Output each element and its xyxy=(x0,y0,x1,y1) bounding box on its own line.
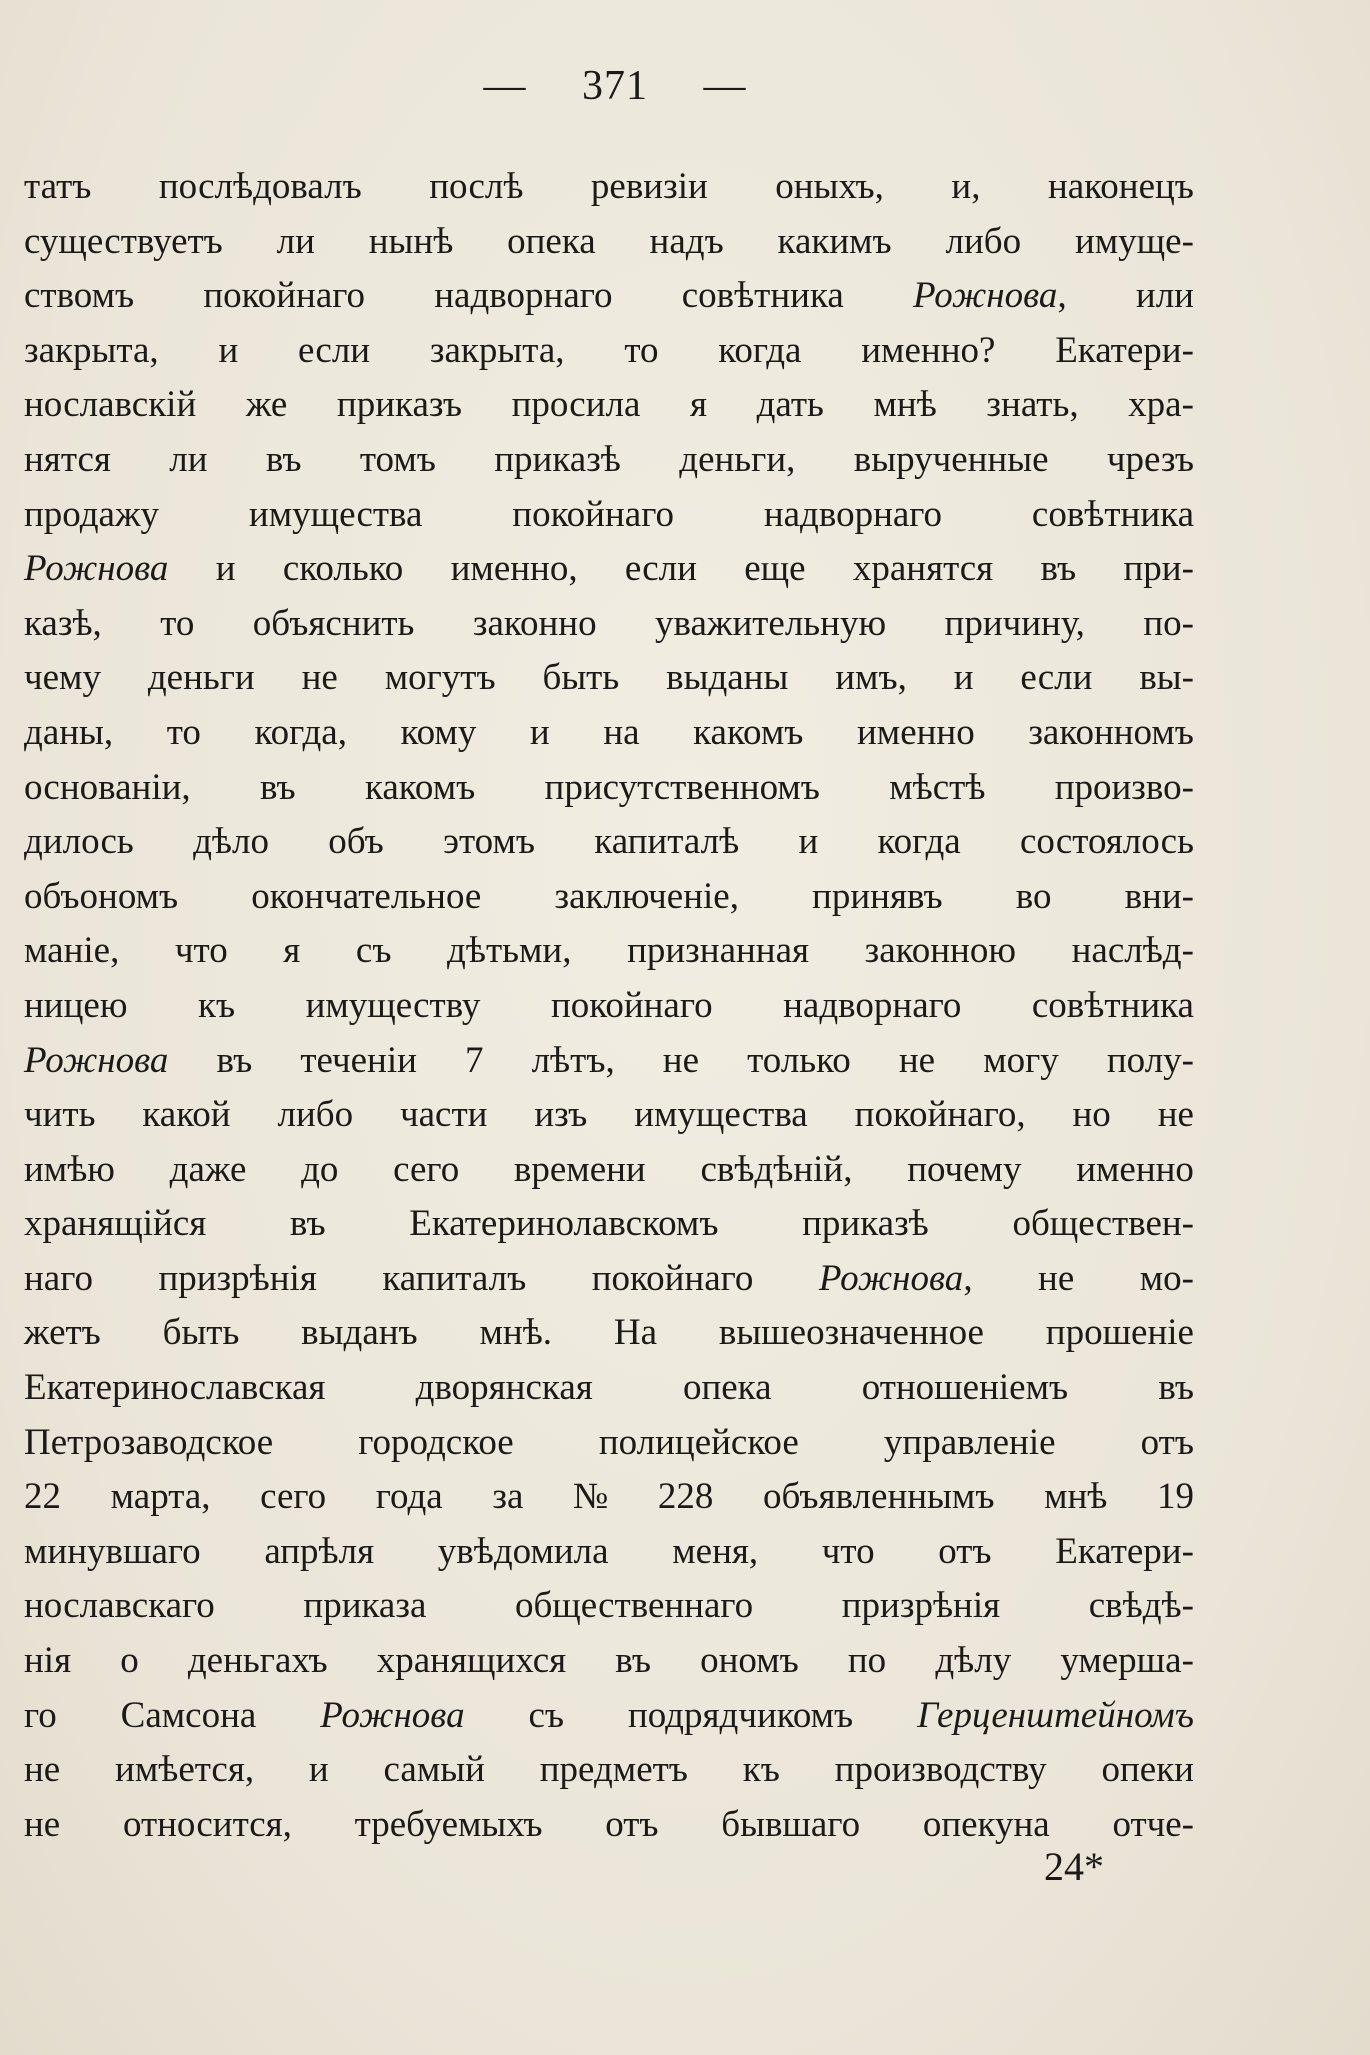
text-line xyxy=(24,924,1194,979)
word: въ xyxy=(216,1039,253,1081)
text-line xyxy=(24,1306,1194,1361)
word: ницею xyxy=(24,984,128,1026)
word: за xyxy=(492,1476,524,1518)
word: именно xyxy=(856,711,975,753)
word: что xyxy=(821,1530,875,1572)
word: опеки xyxy=(1101,1749,1194,1791)
word: управленіе xyxy=(883,1421,1056,1463)
text-line xyxy=(24,1088,1194,1143)
word: въ xyxy=(1040,548,1077,590)
word: Екатеринославская xyxy=(24,1367,326,1409)
word: знать, xyxy=(986,384,1079,426)
word: объяснить xyxy=(252,602,415,644)
word: надворнаго xyxy=(434,275,613,317)
word: въ xyxy=(259,766,296,808)
word: дворянская xyxy=(415,1367,593,1409)
word: во xyxy=(1015,875,1052,917)
text-line xyxy=(24,761,1194,816)
text-line xyxy=(24,488,1194,543)
text-line xyxy=(24,433,1194,488)
word: деньги, xyxy=(679,438,796,480)
word: Петрозаводское xyxy=(24,1421,274,1463)
word: приказѣ xyxy=(802,1203,929,1245)
word: ли xyxy=(276,220,315,262)
word: я xyxy=(283,930,301,972)
word: самый xyxy=(383,1749,485,1791)
word: заключеніе, xyxy=(554,875,739,917)
word: сего xyxy=(393,1148,460,1190)
italic-name: Герценштейномъ xyxy=(917,1694,1194,1736)
word: вырученные xyxy=(853,438,1049,480)
text-line xyxy=(24,706,1194,761)
word: какомъ xyxy=(364,766,476,808)
word: опека xyxy=(682,1367,772,1409)
word: имущества xyxy=(634,1094,808,1136)
word: до xyxy=(301,1148,339,1190)
word: принявъ xyxy=(812,875,943,917)
word: какомъ xyxy=(693,711,804,753)
word: послѣдовалъ xyxy=(158,166,362,207)
word: деньгахъ xyxy=(187,1640,328,1682)
word: когда xyxy=(718,329,802,371)
italic-name: Рожнова xyxy=(913,275,1058,317)
word: не xyxy=(1157,1094,1194,1136)
word: требуемыхъ xyxy=(354,1803,543,1845)
word: апрѣля xyxy=(264,1530,375,1572)
word: Рожнова, xyxy=(913,269,1067,324)
word: о xyxy=(120,1640,139,1682)
word: приказа xyxy=(303,1585,427,1627)
word: № xyxy=(572,1476,609,1518)
word: ствомъ xyxy=(24,275,135,317)
word: деньги xyxy=(147,657,255,699)
word: закрыта, xyxy=(429,329,565,371)
word: Екатери- xyxy=(1055,329,1194,371)
word: надъ xyxy=(649,220,724,262)
word: нославскій xyxy=(24,384,197,426)
word: призрѣнія xyxy=(841,1585,1001,1627)
word: оныхъ, xyxy=(775,166,884,207)
word: что xyxy=(174,930,228,972)
word: законномъ xyxy=(1028,711,1194,753)
word: жетъ xyxy=(24,1312,101,1354)
word: но xyxy=(1072,1094,1111,1136)
word: опека xyxy=(507,220,596,262)
text-line xyxy=(24,870,1194,925)
word: совѣтника xyxy=(681,275,844,317)
word: хранящійся xyxy=(24,1203,207,1245)
word: могутъ xyxy=(384,657,496,699)
word: присутственномъ xyxy=(544,766,820,808)
word: наго xyxy=(24,1257,93,1299)
word: я xyxy=(689,384,708,426)
word: именно? xyxy=(861,329,996,371)
word: могу xyxy=(983,1039,1059,1081)
word: въ xyxy=(1158,1367,1194,1409)
word: объявленнымъ xyxy=(763,1476,995,1518)
word: 22 xyxy=(24,1476,61,1518)
italic-name: Рожнова xyxy=(24,548,169,590)
word: въ xyxy=(289,1203,326,1245)
header-dash-left: — xyxy=(483,63,527,109)
page-header xyxy=(0,62,1230,110)
word: не xyxy=(24,1803,61,1845)
word: и, xyxy=(951,166,981,207)
text-line xyxy=(24,597,1194,652)
text-line xyxy=(24,1798,1194,1853)
word: прошеніе xyxy=(1045,1312,1194,1354)
word: то xyxy=(160,602,195,644)
text-line xyxy=(24,269,1194,324)
word: предметъ xyxy=(539,1749,688,1791)
word: дѣлу xyxy=(935,1640,1012,1682)
word: марта, xyxy=(110,1476,211,1518)
word: 228 xyxy=(657,1476,714,1518)
word: имѣю xyxy=(24,1148,115,1190)
word: отъ xyxy=(605,1803,659,1845)
word: закрыта, xyxy=(24,329,159,371)
text-line xyxy=(24,1634,1194,1689)
word: не xyxy=(662,1039,700,1081)
word: то xyxy=(166,711,201,753)
word: только xyxy=(747,1039,851,1081)
word: 19 xyxy=(1156,1476,1194,1518)
text-line xyxy=(24,542,1194,597)
word: минувшаго xyxy=(24,1530,201,1572)
word: части xyxy=(400,1094,488,1136)
text-line xyxy=(24,215,1194,270)
word: теченіи xyxy=(300,1039,417,1081)
word: къ xyxy=(742,1749,780,1791)
word: быть xyxy=(542,657,620,699)
word: если xyxy=(298,329,371,371)
text-line xyxy=(24,1743,1194,1798)
word: либо xyxy=(277,1094,354,1136)
word: обществен- xyxy=(1012,1203,1194,1245)
word: кому xyxy=(400,711,477,753)
text-line xyxy=(24,651,1194,706)
word: именно xyxy=(1076,1148,1194,1190)
word: просила xyxy=(511,384,641,426)
word: имущества xyxy=(248,493,423,535)
word: нятся xyxy=(24,438,111,480)
word: не xyxy=(898,1039,936,1081)
word: дилось xyxy=(24,821,134,863)
word: даже xyxy=(169,1148,247,1190)
word: наконецъ xyxy=(1047,166,1194,207)
word: отъ xyxy=(938,1530,992,1572)
word: На xyxy=(613,1312,658,1354)
word: даны, xyxy=(24,711,114,753)
word: и xyxy=(218,329,239,371)
word: хра- xyxy=(1128,384,1194,426)
text-line xyxy=(24,1143,1194,1198)
word: покойнаго, xyxy=(854,1094,1026,1136)
word: ли xyxy=(169,438,208,480)
word: лѣтъ, xyxy=(531,1039,615,1081)
word: вышеозначенное xyxy=(718,1312,984,1354)
word: производству xyxy=(834,1749,1047,1791)
page-number: 371 xyxy=(582,63,648,109)
word: сколько xyxy=(282,548,404,590)
text-line xyxy=(24,1470,1194,1525)
word: отъ xyxy=(1140,1421,1194,1463)
word: не xyxy=(301,657,338,699)
word: чрезъ xyxy=(1106,438,1194,480)
word: основаніи, xyxy=(24,766,191,808)
word: законною xyxy=(864,930,1017,972)
word: наслѣд- xyxy=(1071,930,1194,972)
word: Екатеринолавскомъ xyxy=(409,1203,719,1245)
word: покойнаго xyxy=(550,984,713,1026)
word: дѣло xyxy=(193,821,269,863)
text-line xyxy=(24,1197,1194,1252)
word: и xyxy=(529,711,550,753)
word: когда, xyxy=(254,711,347,753)
text-line xyxy=(24,1689,1194,1744)
word: вни- xyxy=(1124,875,1194,917)
word: ревизіи xyxy=(590,166,708,207)
text-line xyxy=(24,324,1194,379)
word: и xyxy=(798,821,819,863)
word: времени xyxy=(513,1148,646,1190)
word: мнѣ xyxy=(873,384,937,426)
italic-name: Рожнова xyxy=(24,1039,169,1081)
word: въ xyxy=(615,1640,651,1682)
word: къ xyxy=(197,984,236,1026)
word: капиталъ xyxy=(382,1257,527,1299)
word: выданъ xyxy=(301,1312,418,1354)
word: при- xyxy=(1123,548,1194,590)
word xyxy=(917,1689,1194,1744)
word: полу- xyxy=(1106,1039,1194,1081)
word: если xyxy=(1020,657,1093,699)
word: мнѣ. xyxy=(479,1312,553,1354)
word: на xyxy=(603,711,640,753)
word: дѣтьми, xyxy=(447,930,572,972)
word: отношеніемъ xyxy=(861,1367,1069,1409)
word: если xyxy=(624,548,697,590)
word: городское xyxy=(358,1421,514,1463)
word: быть xyxy=(162,1312,240,1354)
word: и xyxy=(215,548,236,590)
word: когда xyxy=(877,821,961,863)
word: мнѣ xyxy=(1044,1476,1108,1518)
word: уважительную xyxy=(654,602,887,644)
word: призрѣнія xyxy=(158,1257,317,1299)
word: татъ xyxy=(24,166,92,207)
word: увѣдомила xyxy=(437,1530,609,1572)
word: мо- xyxy=(1139,1257,1194,1299)
word: нославскаго xyxy=(24,1585,215,1627)
word: дать xyxy=(756,384,824,426)
word: полицейское xyxy=(598,1421,799,1463)
word xyxy=(320,1689,464,1744)
word: и xyxy=(308,1749,329,1791)
word: меня, xyxy=(672,1530,759,1572)
word: относится, xyxy=(122,1803,292,1845)
word: вы- xyxy=(1139,657,1194,699)
word: не xyxy=(24,1749,61,1791)
word: сего xyxy=(260,1476,327,1518)
word xyxy=(24,1034,168,1089)
text-line xyxy=(24,1416,1194,1471)
word: чить xyxy=(24,1094,96,1136)
word: же xyxy=(245,384,288,426)
word: въ xyxy=(265,438,302,480)
text-line xyxy=(24,378,1194,433)
word: хранящихся xyxy=(376,1640,567,1682)
word: какимъ xyxy=(777,220,892,262)
word: послѣ xyxy=(429,166,524,207)
word: признанная xyxy=(627,930,810,972)
word: общественнаго xyxy=(514,1585,754,1627)
word: этомъ xyxy=(443,821,535,863)
italic-name: Рожнова xyxy=(320,1694,465,1736)
word: свѣдѣ- xyxy=(1088,1585,1194,1627)
word: съ xyxy=(355,930,392,972)
word: отче- xyxy=(1112,1803,1194,1845)
word: умерша- xyxy=(1060,1640,1194,1682)
word: мѣстѣ xyxy=(889,766,986,808)
word: покойнаго xyxy=(591,1257,754,1299)
word: законно xyxy=(472,602,597,644)
word: го xyxy=(24,1694,57,1736)
text-line xyxy=(24,1034,1194,1089)
text-line xyxy=(24,1252,1194,1307)
word: казѣ, xyxy=(24,602,102,644)
word: имуществу xyxy=(305,984,481,1026)
word: Самсона xyxy=(120,1694,257,1736)
word: или xyxy=(1135,275,1194,317)
word: чему xyxy=(24,657,101,699)
word: покойнаго xyxy=(203,275,366,317)
text-line xyxy=(24,1361,1194,1416)
word: объономъ xyxy=(24,875,179,917)
word: нія xyxy=(24,1640,72,1682)
signature-mark: 24* xyxy=(1044,1844,1104,1889)
word: хранятся xyxy=(852,548,994,590)
word: томъ xyxy=(359,438,436,480)
word: совѣтника xyxy=(1031,493,1194,535)
word: съ xyxy=(528,1694,565,1736)
word: произво- xyxy=(1054,766,1194,808)
word: продажу xyxy=(24,493,160,535)
text-line xyxy=(24,160,1194,215)
word: изъ xyxy=(534,1094,588,1136)
word: именно, xyxy=(450,548,578,590)
word: причину, xyxy=(944,602,1085,644)
word: совѣтника xyxy=(1031,984,1194,1026)
word xyxy=(24,542,168,597)
word: свѣдѣній, xyxy=(700,1148,853,1190)
word: покойнаго xyxy=(512,493,674,535)
text-line xyxy=(24,1579,1194,1634)
word: то xyxy=(624,329,659,371)
word: окончательное xyxy=(251,875,482,917)
word: маніе, xyxy=(24,930,120,972)
word: 7 xyxy=(465,1039,484,1081)
word: имуще- xyxy=(1074,220,1194,262)
word: выданы xyxy=(666,657,789,699)
text-line xyxy=(24,815,1194,870)
header-dash-right: — xyxy=(703,63,747,109)
word: либо xyxy=(945,220,1022,262)
word: имѣется, xyxy=(115,1749,255,1791)
word: опекуна xyxy=(922,1803,1050,1845)
word: какой xyxy=(142,1094,231,1136)
word: состоялось xyxy=(1020,821,1194,863)
word: ономъ xyxy=(700,1640,799,1682)
word: почему xyxy=(907,1148,1022,1190)
word: не xyxy=(1038,1257,1075,1299)
word: Рожнова, xyxy=(819,1252,973,1307)
word: еще xyxy=(744,548,806,590)
word: имъ, xyxy=(835,657,907,699)
body-text xyxy=(24,160,1194,1852)
word: приказъ xyxy=(336,384,462,426)
word: и xyxy=(953,657,974,699)
word: существуетъ xyxy=(24,220,223,262)
word: по xyxy=(847,1640,887,1682)
word: надворнаго xyxy=(763,493,943,535)
word: приказѣ xyxy=(494,438,621,480)
text-line xyxy=(24,979,1194,1034)
word: бывшаго xyxy=(721,1803,861,1845)
word: капиталѣ xyxy=(594,821,740,863)
word: Екатери- xyxy=(1055,1530,1194,1572)
italic-name: Рожнова xyxy=(818,1257,964,1299)
word: по- xyxy=(1143,602,1194,644)
word: надворнаго xyxy=(783,984,962,1026)
text-line xyxy=(24,1525,1194,1580)
word: нынѣ xyxy=(368,220,454,262)
word: подрядчикомъ xyxy=(627,1694,854,1736)
word: года xyxy=(375,1476,443,1518)
word: объ xyxy=(328,821,384,863)
